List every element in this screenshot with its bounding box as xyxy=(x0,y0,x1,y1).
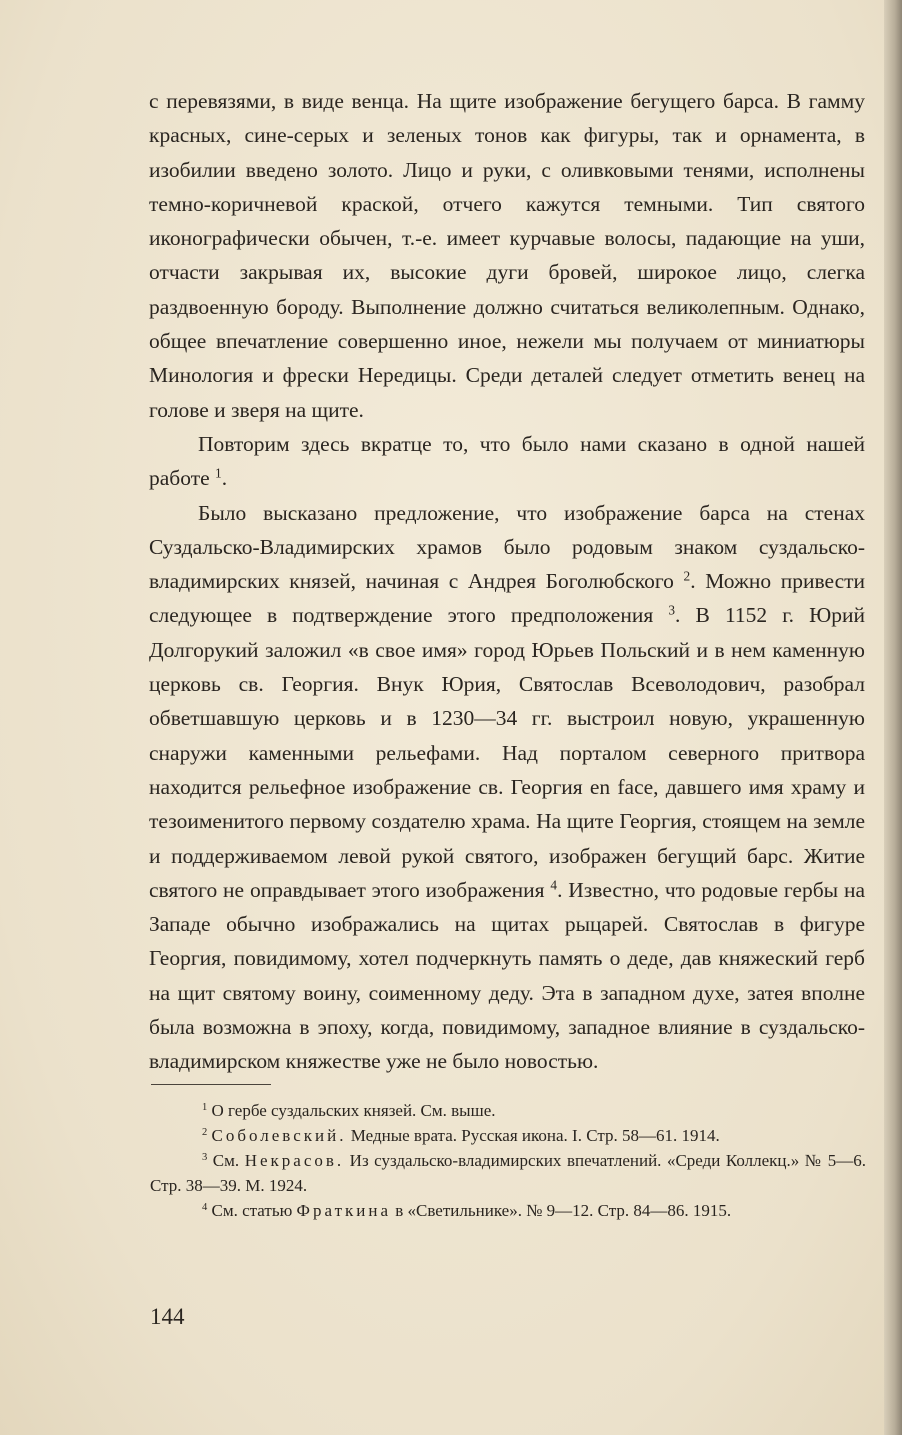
paragraph-3-text-a: Было высказано предложение, что изображение барса на стенах Суздальско-Владимирских храмов было родовым знаком суздальско-владимирских князей, начиная с Андрея Боголюбского xyxy=(149,500,865,594)
paragraph-2 xyxy=(149,427,865,496)
footnote-ref-3: 3 xyxy=(668,603,676,619)
main-text xyxy=(149,84,865,1079)
footnote-ref-1: 1 xyxy=(215,465,222,481)
footnote-2 xyxy=(150,1123,866,1148)
footnote-4 xyxy=(150,1198,866,1223)
paragraph-1 xyxy=(149,84,865,427)
footnote-author: Некрасов. xyxy=(244,1151,345,1170)
footnote-divider xyxy=(151,1084,271,1085)
page-edge-shadow xyxy=(884,0,902,1435)
footnote-number: 4 xyxy=(202,1202,208,1214)
footnote-prefix: См. xyxy=(212,1151,240,1170)
footnote-author: Фраткина xyxy=(296,1201,392,1220)
paragraph-1-text: с перевязями, в виде венца. На щите изображение бегущего барса. В гамму красных, сине-серых и зеленых тонов как фигуры, так и орнамента, в изобилии введено золото. Лицо и руки, с оливковыми тенями, исполнены темно-коричневой краской, отчего кажутся темными. Тип святого иконографически обычен, т.-е. имеет курчавые волосы, падающие на уши, отчасти закрывая их, высокие дуги бровей, широкое лицо, слегка раздвоенную бороду. Выполнение должно считаться великолепным. Однако, общее впечатление совершенно иное, нежели мы получаем от миниатюры Минология и фрески Нередицы. Среди деталей следует отметить венец на голове и зверя на щите. xyxy=(149,89,865,422)
footnote-ref-4: 4 xyxy=(550,877,558,893)
footnote-text: О гербе суздальских князей. См. выше. xyxy=(211,1101,496,1120)
footnote-text: Медные врата. Русская икона. I. Стр. 58—61. 1914. xyxy=(350,1126,720,1145)
footnote-prefix: См. статью xyxy=(211,1201,293,1220)
footnote-number: 2 xyxy=(202,1127,208,1139)
footnote-1 xyxy=(150,1098,866,1123)
paragraph-3-text-b: . Можно привести следующее в подтверждение этого предположения xyxy=(149,569,866,628)
footnote-3 xyxy=(150,1148,866,1198)
paragraph-3-text-c: . В 1152 г. Юрий Долгорукий заложил «в свое имя» город Юрьев Польский и в нем каменную церковь св. Георгия. Внук Юрия, Святослав Всеволодович, разобрал обветшавшую церковь и в 1230—34 гг. выстроил новую, украшенную снаружи каменными рельефами. Над порталом северного притвора находится рельефное изображение св. Георгия en face, давшего имя храму и тезоименитого первому создателю храма. На щите Георгия, стоящем на земле и поддерживаемом левой рукой святого, изображен бегущий барс. Житие святого не оправдывает этого изображения xyxy=(149,603,866,902)
paragraph-3 xyxy=(149,496,865,1079)
footnote-text: в «Светильнике». № 9—12. Стр. 84—86. 1915. xyxy=(395,1201,732,1220)
footnote-ref-2: 2 xyxy=(683,568,691,584)
footnote-author: Соболевский. xyxy=(211,1126,347,1145)
paragraph-3-text-d: . Известно, что родовые гербы на Западе обычно изображались на щитах рыцарей. Святослав в фигуре Георгия, повидимому, хотел подчеркнуть память о деде, дав княжеский герб на щит святому воину, соименному деду. Эта в западном духе, затея вполне была возможна в эпоху, когда, повидимому, западное влияние в суздальско-владимирском княжестве уже не было новостью. xyxy=(149,877,866,1074)
paragraph-2-text: Повторим здесь вкратце то, что было нами сказано в одной нашей работе xyxy=(149,431,865,491)
footnote-text: Из суздальско-владимирских впечатлений. «Среди Коллекц.» № 5—6. Стр. 38—39. М. 1924. xyxy=(150,1151,867,1195)
page-number: 144 xyxy=(150,1304,185,1329)
paragraph-2-end: . xyxy=(221,466,228,491)
footnotes xyxy=(150,1098,866,1223)
footnote-number: 3 xyxy=(202,1152,208,1164)
footnote-number: 1 xyxy=(202,1102,208,1114)
